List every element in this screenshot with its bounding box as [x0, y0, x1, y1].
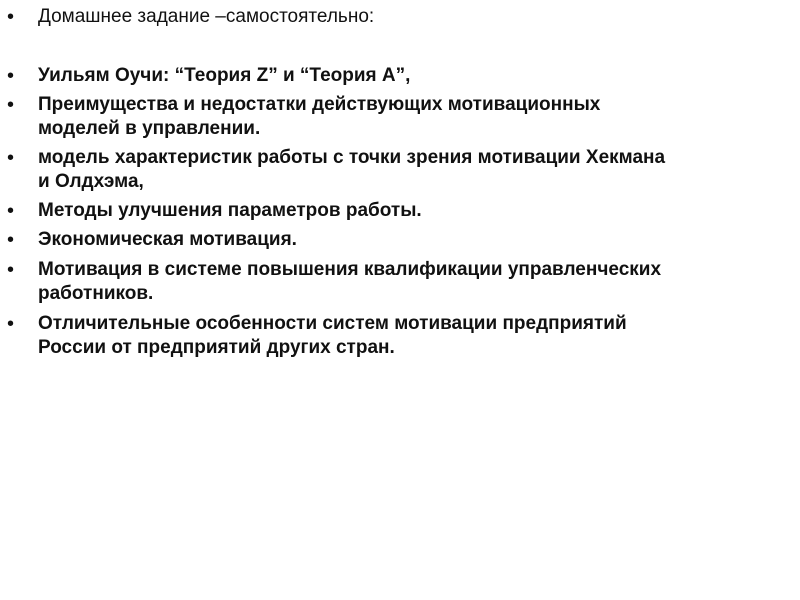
- list-item-text: Домашнее задание –самостоятельно:: [38, 6, 375, 27]
- bullet: •: [7, 229, 15, 251]
- list-item-text: Уильям Оучи: “Теория Z” и “Теория A”,: [38, 65, 411, 86]
- bullet: •: [7, 313, 15, 335]
- bullet: •: [7, 259, 15, 281]
- list-item-text: Отличительные особенности систем мотивации предприятий России от предприятий других стран.: [38, 313, 627, 358]
- list-item-text: Преимущества и недостатки действующих мотивационных моделей в управлении.: [38, 94, 601, 139]
- bullet: •: [7, 94, 15, 116]
- bullet: •: [7, 200, 15, 222]
- bullet: •: [7, 65, 15, 87]
- list-item-text: модель характеристик работы с точки зрения мотивации Хекмана и Олдхэма,: [38, 147, 666, 192]
- list-item-text: Мотивация в системе повышения квалификации управленческих работников.: [38, 259, 662, 304]
- bullet: •: [7, 6, 15, 28]
- list-item-text: Методы улучшения параметров работы.: [38, 200, 422, 221]
- list-item-text: Экономическая мотивация.: [38, 229, 297, 250]
- bullet: •: [7, 147, 15, 169]
